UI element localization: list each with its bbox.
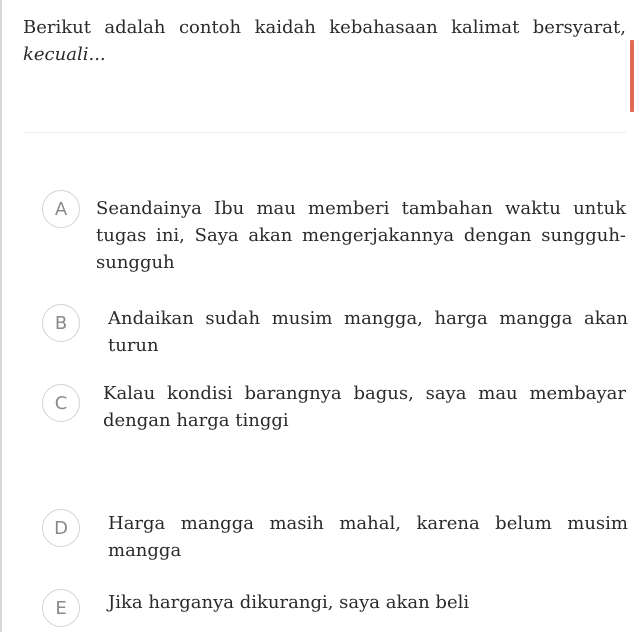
option-letter-e[interactable]: E — [42, 589, 80, 627]
scroll-indicator[interactable] — [630, 40, 634, 112]
option-letter-b[interactable]: B — [42, 304, 80, 342]
option-letter-c[interactable]: C — [42, 384, 80, 422]
option-letter-a[interactable]: A — [42, 190, 80, 228]
option-letter-d[interactable]: D — [42, 509, 80, 547]
option-text-d[interactable]: Harga mangga masih mahal, karena belum musim mangga — [108, 513, 628, 561]
option-d[interactable] — [0, 509, 634, 561]
divider — [23, 132, 626, 133]
option-b[interactable] — [0, 304, 634, 356]
question-emphasis: kecuali... — [23, 44, 106, 65]
option-c[interactable] — [0, 380, 634, 440]
option-text-c[interactable]: Kalau kondisi barangnya bagus, saya mau membayar dengan harga tinggi — [103, 383, 626, 431]
question-body: Berikut adalah contoh kaidah kebahasaan kalimat bersyarat, — [23, 17, 626, 38]
option-text-a[interactable]: Seandainya Ibu mau memberi tambahan waktu untuk tugas ini, Saya akan mengerjakannya dengan sungguh-sungguh — [96, 198, 626, 273]
option-e[interactable] — [0, 589, 634, 629]
option-text-e[interactable]: Jika harganya dikurangi, saya akan beli — [108, 592, 470, 613]
option-text-b[interactable]: Andaikan sudah musim mangga, harga mangga akan turun — [108, 308, 628, 356]
option-a[interactable] — [0, 190, 634, 273]
question-text — [23, 14, 626, 68]
